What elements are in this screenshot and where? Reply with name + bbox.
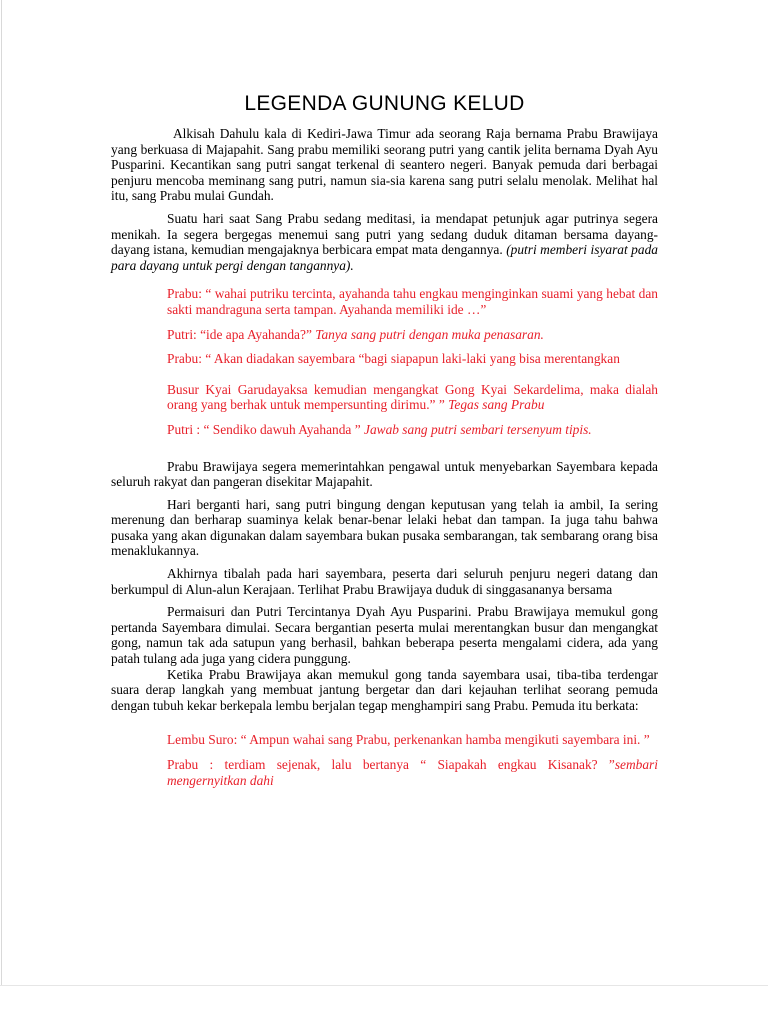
paragraph-1: Alkisah Dahulu kala di Kediri-Jawa Timur ada seorang Raja bernama Prabu Brawijaya yang berkuasa di Majapahit. Sang prabu memiliki seorang putri yang cantik jelita bernama Dyah Ayu Pusparini. Kecantikan sang putri sangat terkenal di seantero negeri. Banyak pemuda dari berbagai penjuru mencoba meminang sang putri, namun sia-sia karena sang putri selalu menolak. Melihat hal itu, sang Prabu mulai Gundah. [111,126,658,204]
dialogue-prabu-3-italic: Tegas sang Prabu [448,397,545,413]
dialogue-block-2 [167,732,658,788]
dialogue-block-1 [167,286,658,437]
dialogue-prabu-3 [167,382,658,413]
paragraph-7: Ketika Prabu Brawijaya akan memukul gong tanda sayembara usai, tiba-tiba terdengar suara derap langkah yang membuat jantung bergetar dan dari kejauhan terlihat seorang pemuda dengan tubuh kekar berkepala lembu berjalan tegap menghampiri sang Prabu. Pemuda itu berkata: [111,666,658,713]
dialogue-prabu-1: Prabu: “ wahai putriku tercinta, ayahanda tahu engkau menginginkan suami yang hebat dan sakti mandraguna serta tampan. Ayahanda memiliki ide …” [167,286,658,317]
dialogue-prabu-2: Prabu: “ Akan diadakan sayembara “bagi siapapun laki-laki yang bisa merentangkan [167,351,620,367]
dialogue-putri-2-italic: Jawab sang putri sembari tersenyum tipis. [364,421,592,437]
dialogue-prabu-4-text: Prabu : terdiam sejenak, lalu bertanya “ Siapakah engkau Kisanak? ” [167,757,615,772]
paragraph-4: Hari berganti hari, sang putri bingung dengan keputusan yang telah ia ambil, Ia sering merenung dan berharap suaminya kelak benar-benar lelaki hebat dan tampan. Ia juga tahu bahwa pusaka yang akan digunakan dalam sayembara bukan pusaka sembarangan, tak sembarang orang bisa menaklukannya. [111,496,658,559]
paragraph-3: Prabu Brawijaya segera memerintahkan pengawal untuk menyebarkan Sayembara kepada seluruh rakyat dan pangeran disekitar Majapahit. [111,458,658,490]
paragraph-2-italic: (putri memberi isyarat pada para dayang untuk pergi dengan tangannya). [111,242,658,273]
dialogue-prabu-4-italic: sembari mengernyitkan dahi [167,757,658,788]
paragraph-2 [111,211,658,273]
dialogue-putri-1 [167,327,658,343]
dialogue-lembu-suro: Lembu Suro: “ Ampun wahai sang Prabu, perkenankan hamba mengikuti sayembara ini. ” [167,732,650,748]
document-title: LEGENDA GUNUNG KELUD [244,92,525,115]
dialogue-putri-1-text: Putri: “ide apa Ayahanda?” [167,326,312,342]
dialogue-prabu-4 [167,757,658,788]
page-edge-bottom [0,985,768,986]
paragraph-2-text: Suatu hari saat Sang Prabu sedang meditasi, ia mendapat petunjuk agar putrinya segera menikah. Ia segera bergegas menemui sang putri yang sedang duduk ditaman bersama dayang- dayang istana, kemudian mengajaknya berbicara empat mata dengannya. [111,210,658,258]
paragraph-5: Akhirnya tibalah pada hari sayembara, peserta dari seluruh penjuru negeri datang dan berkumpul di Alun-alun Kerajaan. Terlihat Prabu Brawijaya duduk di singgasananya bersama [111,566,658,597]
dialogue-putri-2 [167,422,658,438]
dialogue-putri-2-text: Putri : “ Sendiko dawuh Ayahanda ” [167,421,361,437]
dialogue-putri-1-italic: Tanya sang putri dengan muka penasaran. [315,326,544,342]
paragraph-6: Permaisuri dan Putri Tercintanya Dyah Ayu Pusparini. Prabu Brawijaya memukul gong pertanda Sayembara dimulai. Secara bergantian peserta mulai merentangkan busur dan mengangkat gong, namun tak ada satupun yang berhasil, bahkan beberapa peserta mengalami cidera, ada yang patah tulang ada juga yang cidera punggung. [111,604,658,667]
document-body [111,92,658,797]
dialogue-prabu-3-text: Busur Kyai Garudayaksa kemudian mengangkat Gong Kyai Sekardelima, maka dialah orang yang berhak untuk mempersunting dirimu.” ” [167,381,658,413]
page-edge-left [1,0,2,985]
